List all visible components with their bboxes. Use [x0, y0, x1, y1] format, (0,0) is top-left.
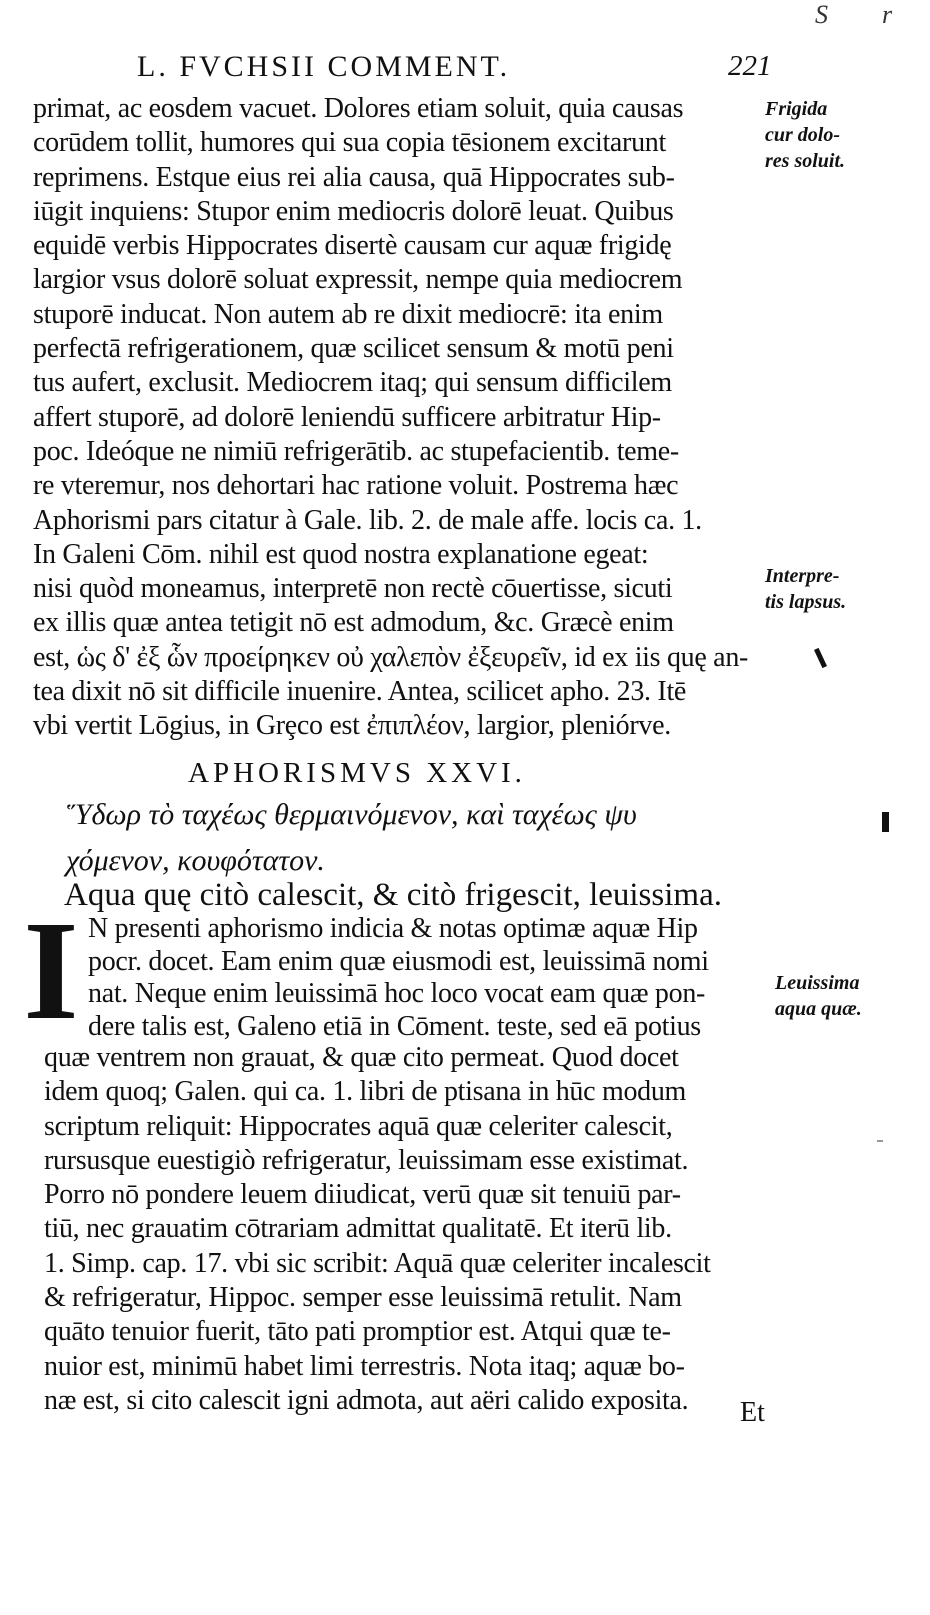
commentary-continued	[44, 1041, 774, 1418]
text-line: equidē verbis Hippocrates disertè causam cur aquæ frigidę	[33, 230, 672, 262]
note-line: Interpre-	[765, 565, 840, 587]
text-line: rursusque euestigiò refrigeratur, leuissimam esse existimat.	[44, 1144, 689, 1176]
aphorism-latin: Aqua quę citò calescit, & citò frigescit, leuissima.	[64, 877, 722, 913]
corner-mark-left: S	[815, 0, 828, 29]
commentary-body	[33, 92, 773, 744]
text-line: N presenti aphorismo indicia & notas optimæ aquæ Hip	[88, 913, 698, 944]
note-line: res soluit.	[765, 150, 846, 172]
aphorism-greek	[66, 792, 637, 884]
marginal-note-leuissima	[775, 970, 862, 1022]
text-line: stuporē inducat. Non autem ab re dixit mediocrē: ita enim	[33, 298, 663, 330]
note-line: tis lapsus.	[765, 591, 847, 613]
drop-initial: I	[23, 891, 79, 1049]
text-line: In Galeni Cōm. nihil est quod nostra explanatione egeat:	[33, 538, 649, 570]
text-line: tus aufert, exclusit. Mediocrem itaq; qui sensum difficilem	[33, 367, 672, 399]
ink-speck	[877, 1140, 883, 1142]
text-line: corūdem tollit, humores qui sua copia tēsionem excitarunt	[33, 127, 666, 159]
text-line: Porro nō pondere leuem diiudicat, verū quæ sit tenuiū par-	[44, 1179, 681, 1211]
text-line: vbi vertit Lōgius, in Grȩco est ἐπιπλέον, largior, pleniórve.	[33, 710, 671, 742]
commentary-indented	[88, 913, 778, 1043]
text-line: nat. Neque enim leuissimā hoc loco vocat eam quæ pon-	[88, 978, 706, 1009]
running-head: L. FVCHSII COMMENT.	[137, 50, 511, 83]
marginal-note-interpres	[765, 563, 846, 615]
text-line: 1. Simp. cap. 17. vbi sic scribit: Aquā quæ celeriter incalescit	[44, 1247, 711, 1279]
text-line: dere talis est, Galeno etiā in Cōment. teste, sed eā potius	[88, 1010, 701, 1042]
text-line: idem quoq; Galen. qui ca. 1. libri de ptisana in hūc modum	[44, 1076, 687, 1108]
greek-line: Ὕδωρ τὸ ταχέως θερμαινόμενον, καὶ ταχέως ψυ	[66, 798, 637, 831]
text-line: perfectā refrigerationem, quæ scilicet sensum & motū peni	[33, 333, 674, 365]
text-line: quāto tenuior fuerit, tāto pati promptior est. Atqui quæ te-	[44, 1316, 671, 1348]
text-line: nisi quòd moneamus, interpretē non rectè cōuertisse, sicuti	[33, 573, 673, 605]
greek-line: χόμενον, κουφότατον.	[66, 844, 325, 877]
text-line: nuior est, minimū habet limi terrestris. Nota itaq; aquæ bo-	[44, 1350, 685, 1382]
text-line: largior vsus dolorē soluat expressit, nempe quia mediocrem	[33, 264, 683, 296]
marginal-note-frigida	[765, 96, 845, 174]
text-line: & refrigeratur, Hippoc. semper esse leuissimā retulit. Nam	[44, 1282, 682, 1314]
text-line: ex illis quæ antea tetigit nō est admodum, &c. Græcè enim	[33, 607, 674, 639]
text-line: primat, ac eosdem vacuet. Dolores etiam soluit, quia causas	[33, 93, 684, 124]
note-line: Frigida	[765, 98, 828, 120]
corner-mark-right: r	[882, 0, 893, 29]
text-line: næ est, si cito calescit igni admota, aut aëri calido exposita.	[44, 1384, 689, 1416]
text-line: tea dixit nō sit difficile inuenire. Antea, scilicet apho. 23. Itē	[33, 676, 687, 708]
text-line: affert stuporē, ad dolorē leniendū sufficere arbitratur Hip-	[33, 401, 661, 433]
catchword: Et	[740, 1397, 765, 1428]
text-line: reprimens. Estque eius rei alia causa, quā Hippocrates sub-	[33, 161, 675, 193]
text-line: scriptum reliquit: Hippocrates aquā quæ celeriter calescit,	[44, 1110, 673, 1142]
text-line: Aphorismi pars citatur à Gale. lib. 2. de male affe. locis ca. 1.	[33, 504, 702, 536]
text-line: re vteremur, nos dehortari hac ratione voluit. Postrema hæc	[33, 470, 679, 502]
text-line: quæ ventrem non grauat, & quæ cito permeat. Quod docet	[44, 1042, 679, 1073]
text-line: pocr. docet. Eam enim quæ eiusmodi est, leuissimā nomi	[88, 945, 709, 977]
page-number: 221	[728, 50, 772, 82]
text-line: poc. Ideóque ne nimiū refrigerātib. ac stupefacientib. teme-	[33, 435, 679, 467]
text-line: iūgit inquiens: Stupor enim mediocris dolorē leuat. Quibus	[33, 195, 674, 227]
note-line: Leuissima	[775, 972, 860, 994]
note-line: aqua quæ.	[775, 998, 862, 1020]
note-line: cur dolo-	[765, 124, 840, 146]
aphorism-heading: APHORISMVS XXVI.	[188, 757, 526, 789]
text-line: est, ὡς δ' ἐξ ὧν προείρηκεν οὐ χαλεπὸν ἐξευρεῖν, id ex iis quę an-	[33, 641, 749, 673]
text-line: tiū, nec grauatim cōtrariam admittat qualitatē. Et iterū lib.	[44, 1213, 672, 1245]
ink-speck	[882, 812, 889, 832]
ink-speck	[814, 648, 827, 668]
